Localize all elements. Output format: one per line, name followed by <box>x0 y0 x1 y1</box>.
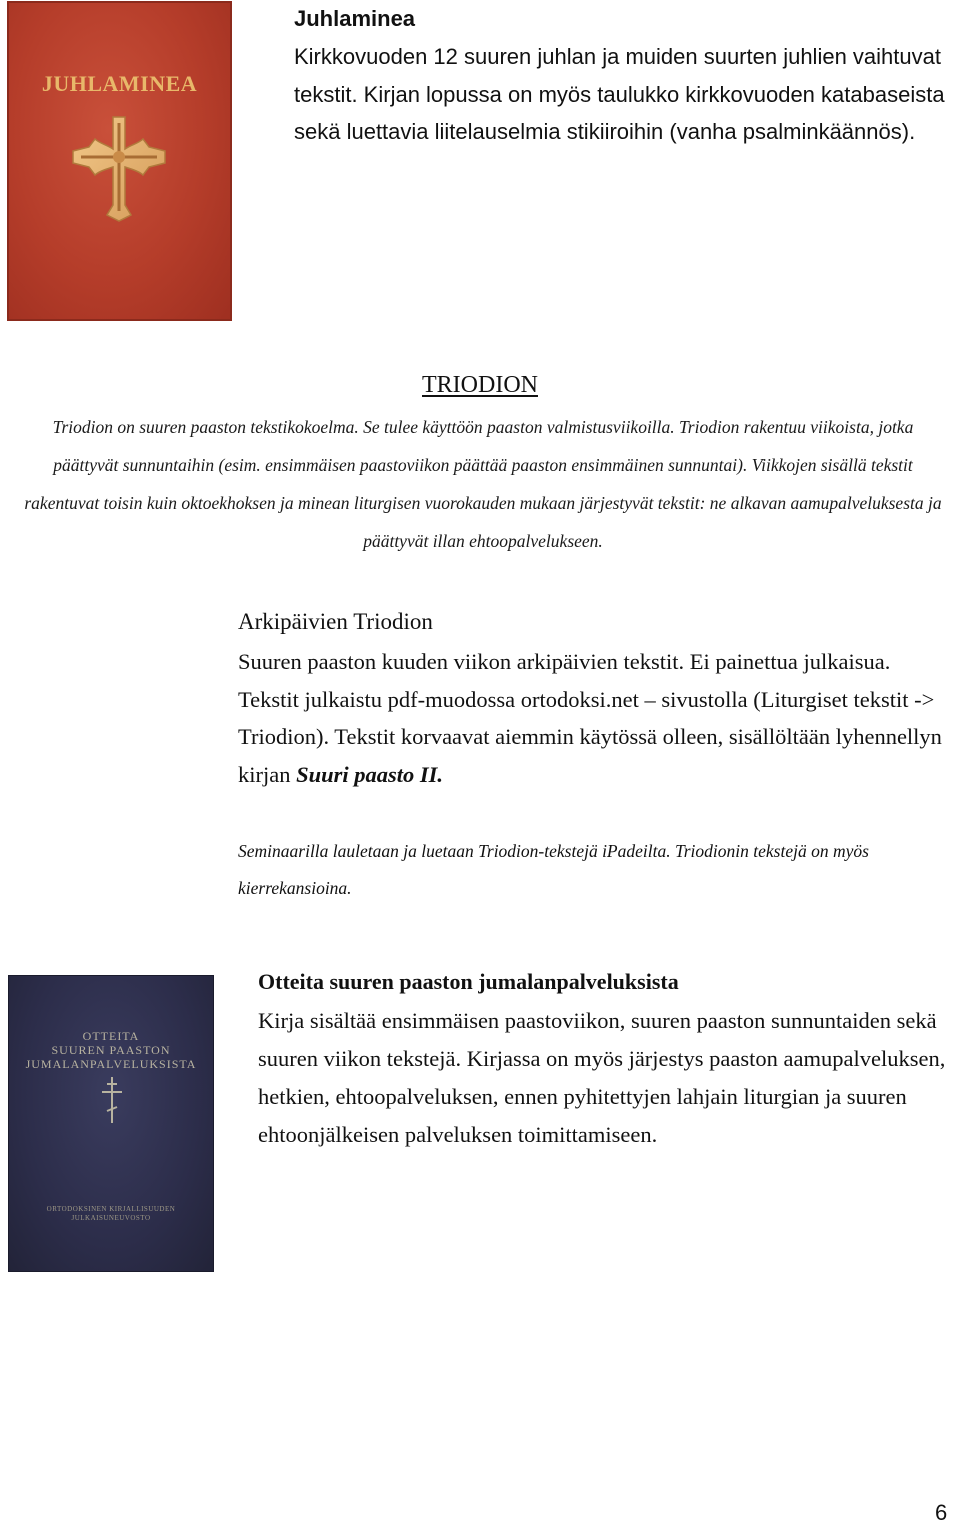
book-cover-title-line1: OTTEITA <box>82 1029 140 1043</box>
otteita-title: Otteita suuren paaston jumalanpalveluksista <box>258 969 679 994</box>
book-cover-title-line2: SUUREN PAASTON <box>51 1043 171 1057</box>
orthodox-cross-icon <box>100 1075 124 1125</box>
arkipaivien-note: Seminaarilla lauletaan ja luetaan Triodion-tekstejä iPadeilta. Triodionin tekstejä on myös kierrekansioina. <box>238 841 869 898</box>
otteita-book-cover <box>8 975 214 1272</box>
juhlaminea-description: Kirkkovuoden 12 suuren juhlan ja muiden suurten juhlien vaihtuvat tekstit. Kirjan lopussa on myös taulukko kirkkovuoden katabaseista sekä luettavia liitelauselmia stikiiroihin (vanha psalminkäännös). <box>294 44 945 144</box>
juhlaminea-title: Juhlaminea <box>294 6 416 31</box>
arkipaivien-triodion-description <box>238 643 948 793</box>
publisher-line1: ORTODOKSINEN KIRJALLISUUDEN <box>46 1205 176 1213</box>
book-cover-publisher <box>8 1205 214 1223</box>
juhlaminea-book-cover <box>7 1 232 321</box>
publisher-line2: JULKAISUNEUVOSTO <box>71 1214 151 1222</box>
book-cover-title: JUHLAMINEA <box>41 71 198 96</box>
arkipaivien-body-text: Suuren paaston kuuden viikon arkipäivien tekstit. Ei painettua julkaisua. Tekstit julkaistu pdf-muodossa ortodoksi.net – sivustolla (Liturgiset tekstit -> Triodion). Tekstit korvaavat aiemmin käytössä olleen, sisällöltään lyhennellyn kirjan <box>238 649 942 787</box>
arkipaivien-triodion-title: Arkipäivien Triodion <box>238 609 433 634</box>
page-number: 6 <box>935 1500 948 1525</box>
book-name: Suuri paasto II. <box>296 761 444 787</box>
book-cover-title-line3: JUMALANPALVELUKSISTA <box>25 1057 197 1071</box>
book-cover-title <box>8 1029 214 1071</box>
otteita-description: Kirja sisältää ensimmäisen paastoviikon, suuren paaston sunnuntaiden sekä suuren viikon tekstejä. Kirjassa on myös järjestys paaston aamupalveluksen, hetkien, ehtoopalveluksen, ennen pyhitettyjen lahjain liturgian ja suuren ehtoonjälkeisen palveluksen toimittamiseen. <box>258 1008 946 1147</box>
triodion-description: Triodion on suuren paaston tekstikokoelma. Se tulee käyttöön paaston valmistusviikoilla. Triodion rakentuu viikoista, jotka päättyvät sunnuntaihin (esim. ensimmäisen paastoviikon päättää paaston ensimmäinen sunnuntai). Viikkojen sisällä tekstit rakentuvat toisin kuin oktoekhoksen ja minean liturgisen vuorokauden mukaan järjestyvät tekstit: ne alkavan aamupalveluksesta ja päättyvät illan ehtoopalvelukseen. <box>24 417 942 551</box>
orthodox-cross-icon <box>69 113 169 223</box>
triodion-heading: TRIODION <box>422 372 538 398</box>
